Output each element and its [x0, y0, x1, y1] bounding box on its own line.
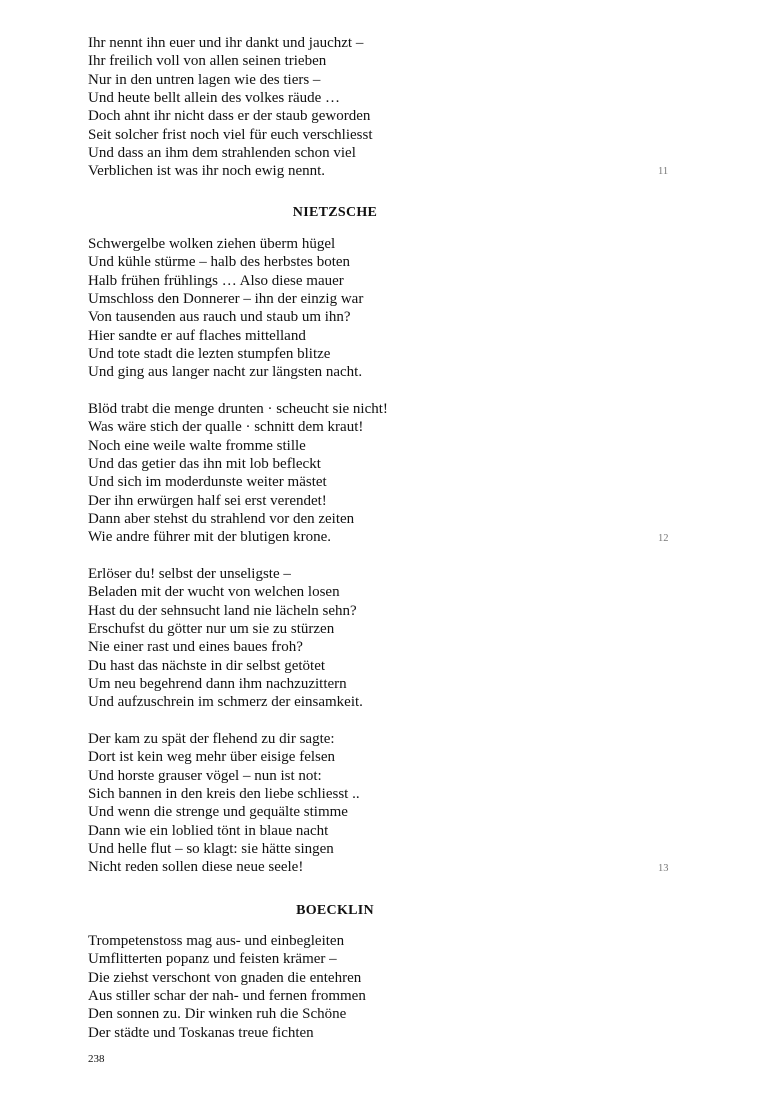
poem-line: Und dass an ihm dem strahlenden schon viel: [88, 145, 356, 162]
poem-line: Um neu begehrend dann ihm nachzuzittern: [88, 676, 347, 693]
poem-line: Nicht reden sollen diese neue seele!: [88, 859, 304, 876]
poem-line: Sich bannen in den kreis den liebe schliesst ..: [88, 786, 360, 803]
poem-line: Nie einer rast und eines baues froh?: [88, 639, 303, 656]
poem-stanza: [88, 34, 648, 181]
poem-line: Und sich im moderdunste weiter mästet: [88, 474, 327, 491]
poem-stanza: [88, 235, 648, 382]
poem-line: Erlöser du! selbst der unseligste –: [88, 566, 291, 582]
poem-line: Doch ahnt ihr nicht dass er der staub geworden: [88, 108, 371, 125]
poem-line: Dort ist kein weg mehr über eisige felsen: [88, 749, 336, 766]
poem-line: Hier sandte er auf flaches mittelland: [88, 327, 306, 344]
poem-line: Verblichen ist was ihr noch ewig nennt.: [88, 163, 326, 180]
poem-line: Den sonnen zu. Dir winken ruh die Schöne: [88, 1006, 347, 1023]
poem-line: Der kam zu spät der flehend zu dir sagte:: [88, 731, 335, 747]
poem-line: Beladen mit der wucht von welchen losen: [88, 584, 340, 601]
poem-line: Die ziehst verschont von gnaden die entehren: [88, 969, 362, 986]
poem-line: Erschufst du götter nur um sie zu stürzen: [88, 621, 335, 638]
poem-line: Was wäre stich der qualle · schnitt dem kraut!: [88, 419, 364, 436]
line-number-marker: 11: [658, 166, 669, 177]
poem-line: Von tausenden aus rauch und staub um ihn?: [88, 309, 351, 326]
poem-line: Hast du der sehnsucht land nie lächeln sehn?: [88, 602, 357, 619]
poem-line: Wie andre führer mit der blutigen krone.: [88, 529, 332, 546]
section-heading-boecklin: BOECKLIN: [296, 903, 374, 918]
poem-stanza: [88, 565, 648, 712]
poem-line: Halb frühen frühlings … Also diese mauer: [88, 272, 344, 289]
poem-line: Umschloss den Donnerer – ihn der einzig war: [88, 291, 364, 308]
poem-line: Seit solcher frist noch viel für euch verschliesst: [88, 126, 373, 143]
poem-line: Blöd trabt die menge drunten · scheucht sie nicht!: [88, 401, 388, 417]
poem-line: Aus stiller schar der nah- und fernen frommen: [88, 988, 366, 1005]
poem-line: Trompetenstoss mag aus- und einbegleiten: [88, 933, 345, 949]
poem-line: Schwergelbe wolken ziehen überm hügel: [88, 236, 336, 252]
poem-line: Ihr freilich voll von allen seinen trieben: [88, 53, 327, 70]
section-heading-nietzsche: NIETZSCHE: [292, 205, 378, 220]
poem-line: Noch eine weile walte fromme stille: [88, 437, 306, 454]
poem-line: Der ihn erwürgen half sei erst verendet!: [88, 492, 327, 509]
poem-line: Der städte und Toskanas treue fichten: [88, 1024, 314, 1041]
poem-line: Du hast das nächste in dir selbst getötet: [88, 657, 326, 674]
poem-line: Und helle flut – so klagt: sie hätte singen: [88, 841, 334, 858]
poem-line: Und kühle stürme – halb des herbstes boten: [88, 254, 351, 271]
poem-line: Dann aber stehst du strahlend vor den zeiten: [88, 511, 355, 528]
poem-line: Und das getier das ihn mit lob befleckt: [88, 456, 321, 473]
line-number-marker: 13: [658, 863, 669, 874]
poem-line: Und horste grauser vögel – nun ist not:: [88, 767, 322, 784]
poem-stanza: [88, 400, 648, 547]
line-number-marker: 12: [658, 533, 669, 544]
poem-line: Und tote stadt die lezten stumpfen blitze: [88, 346, 331, 363]
poem-stanza: [88, 730, 648, 877]
poem-line: Nur in den untren lagen wie des tiers –: [88, 71, 321, 88]
poem-stanza: [88, 932, 648, 1042]
poem-line: Ihr nennt ihn euer und ihr dankt und jauchzt –: [88, 35, 364, 51]
poem-line: Dann wie ein loblied tönt in blaue nacht: [88, 822, 329, 839]
poem-line: Umflitterten popanz und feisten krämer –: [88, 951, 337, 968]
poem-line: Und ging aus langer nacht zur längsten nacht.: [88, 364, 363, 381]
poem-line: Und heute bellt allein des volkes räude …: [88, 90, 341, 107]
page-number: 238: [88, 1053, 105, 1065]
poem-line: Und aufzuschrein im schmerz der einsamkeit.: [88, 694, 363, 711]
poem-line: Und wenn die strenge und gequälte stimme: [88, 804, 348, 821]
